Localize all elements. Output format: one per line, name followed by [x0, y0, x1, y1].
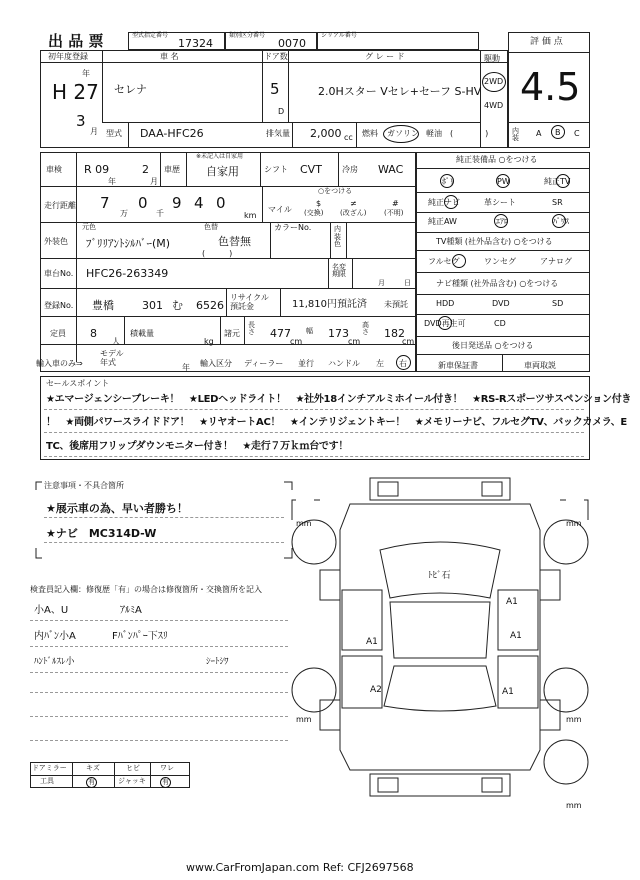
interior-color-label: 内装色	[334, 225, 341, 249]
damage-mark-5: A1	[502, 687, 514, 697]
drive-4wd: 4WD	[484, 101, 504, 110]
navi-item-2: DVD	[492, 299, 510, 308]
sales-line-1: ★エマージェンシーブレーキ！ ★LEDヘッドライト！ ★社外18インチアルミホイール付き！ ★RS-Rスポーツサスペンション付き	[46, 394, 632, 405]
grade-label: グ レ ー ド	[365, 52, 405, 61]
color-bracket: ( )	[202, 249, 233, 258]
capacity-unit: 人	[112, 337, 120, 346]
equip-std-label: 純正装備品 ○をつける	[456, 155, 538, 164]
damage-mark-2: A1	[366, 637, 378, 647]
length-label: 長さ	[248, 321, 255, 336]
reg-kana: む	[172, 299, 183, 312]
roof-note: ﾄﾋﾞ石	[428, 571, 451, 581]
usage-value: 自家用	[206, 165, 239, 178]
parallel-label: 並行	[298, 359, 314, 368]
legend-r2c4: 有	[162, 778, 169, 786]
capacity-value: 8	[90, 327, 97, 340]
interior-label: 内装	[512, 127, 519, 142]
model-year-label: モデル年式	[100, 349, 124, 367]
model-label: 型式	[106, 129, 122, 138]
model-year-unit: 年	[182, 363, 190, 372]
equip-item-3: 純正TV	[544, 177, 571, 186]
inspector-1b: ｱﾙﾐA	[120, 605, 142, 616]
equip-item-2: PW	[497, 177, 510, 186]
damage-mark-4: A2	[370, 685, 382, 695]
tv-item-1: フルセグ	[428, 257, 460, 266]
inspection-month-unit: 月	[150, 177, 158, 186]
diagram-mm-3: mm	[296, 715, 312, 724]
drive-2wd: 2WD	[484, 77, 504, 86]
inspection-year-unit: 年	[108, 177, 116, 186]
displacement-label: 排気量	[266, 129, 290, 138]
navi-item-5: CD	[494, 319, 506, 328]
later-item-2: 車両取説	[524, 361, 556, 370]
tv-item-2: ワンセグ	[484, 257, 516, 266]
grade-value: 2.0Hスター Vセレ+セーフ S-HV	[318, 85, 482, 98]
notes-label: 注意事項・不具合箇所	[44, 481, 124, 490]
notes-line-2: ★ナビ MC314D-W	[46, 527, 157, 540]
exchange-label: (交換)	[304, 209, 324, 217]
ac-label: 冷房	[342, 165, 358, 174]
first-reg-era: H 27	[52, 80, 99, 104]
width-label: 幅	[306, 327, 313, 335]
mileage-label: 走行距離	[44, 201, 76, 210]
door-suffix: D	[278, 107, 285, 116]
serial-label: シリアル番号	[321, 32, 357, 39]
dims-label: 諸元	[224, 329, 240, 338]
drive-label: 駆動	[484, 54, 500, 63]
equip-item-7: 純正AW	[428, 217, 457, 226]
recycle-label: リサイクル 預託金	[230, 293, 269, 311]
score-value: 4.5	[520, 65, 581, 109]
displacement-value: 2,000	[310, 127, 342, 140]
doors-value: 5	[270, 80, 280, 98]
width-value: 173	[328, 327, 349, 340]
fuel-light: 軽油	[426, 129, 442, 138]
inspector-2b: Fﾊﾞﾝﾊﾟｰ下ｽﾘ	[112, 631, 168, 642]
score-label: 評 価 点	[530, 37, 563, 47]
month-unit: 月	[90, 127, 98, 136]
class-value: 0070	[278, 37, 306, 50]
color-label: 外装色	[44, 237, 68, 246]
first-reg-month: 3	[76, 112, 86, 130]
mileage-digit-1: 7	[100, 194, 110, 212]
name-change-label: 名変期限	[332, 263, 346, 278]
navi-item-3: SD	[552, 299, 564, 308]
car-name-label: 車 名	[160, 52, 179, 61]
color-value: ﾌﾞﾘﾘｱﾝﾄｼﾙﾊﾞｰ(M)	[86, 237, 171, 250]
equip-item-5: 革シート	[484, 198, 516, 207]
sales-label: セールスポイント	[46, 379, 110, 388]
first-reg-label: 初年度登録	[48, 52, 88, 61]
model-value: DAA-HFC26	[140, 127, 204, 140]
equip-item-1: ﾎﾟﾘ	[442, 177, 454, 186]
tv-label: TV種類 (社外品含む) ○をつける	[436, 237, 553, 246]
usage-label: 車歴	[164, 165, 180, 174]
unknown-label: (不明)	[384, 209, 404, 217]
notes-line-1: ★展示車の為、早い者勝ち！	[46, 502, 188, 515]
chassis-value: HFC26-263349	[86, 267, 169, 280]
capacity-label: 定員	[50, 329, 66, 338]
diagram-mm-4: mm	[566, 715, 582, 724]
legend-r1c3: ヒビ	[126, 764, 140, 772]
navi-label: ナビ種類 (社外品含む) ○をつける	[436, 279, 559, 288]
car-diagram	[290, 470, 590, 810]
inspector-3b: ｼｰﾄｼﾜ	[206, 657, 229, 667]
month-label: 月	[378, 279, 385, 287]
year-unit: 年	[82, 69, 90, 78]
equip-item-4: 純正ナビ	[428, 198, 460, 207]
height-label: 高さ	[362, 321, 369, 336]
height-value: 182	[384, 327, 405, 340]
damage-mark-1: A1	[506, 597, 518, 607]
day-label: 日	[404, 279, 411, 287]
tampered-label: (改ざん)	[340, 209, 367, 217]
inspector-3a: ﾊﾝﾄﾞﾙｽﾚ小	[34, 657, 75, 667]
inspection-label: 車検	[46, 165, 62, 174]
inspector-1a: 小A、U	[34, 605, 69, 616]
mile-sym-1: $	[316, 199, 322, 208]
equip-item-9: ﾊﾟﾜｽ	[553, 217, 569, 226]
sales-line-2: ！ ★両側パワースライドドア！ ★リヤオートAC！ ★インテリジェントキー！ ★メモリーナビ、フルセグTV、バックカメラ、E	[46, 417, 627, 428]
tv-item-3: アナログ	[540, 257, 572, 266]
model-cert-label: 型式指定番号	[132, 32, 169, 39]
fuel-gas: ガソリン	[387, 129, 419, 138]
legend-r2c2: 有	[88, 778, 95, 786]
circle-note: ○をつける	[318, 187, 353, 195]
reg-area: 豊橋	[92, 299, 114, 312]
car-name: セレナ	[114, 83, 147, 96]
mile-sym-3: #	[392, 199, 399, 208]
handle-label: ハンドル	[328, 359, 360, 368]
sales-line-3: TC、後席用フリップダウンモニター付き！ ★走行７万ｋｍ台です！	[46, 441, 349, 452]
ac-value: WAC	[378, 163, 404, 176]
fuel-bracket: ( )	[450, 129, 489, 138]
recycle-unpaid: 未預託	[384, 300, 408, 309]
orig-color-label: 元色	[82, 223, 96, 231]
color-change: 色替無	[218, 235, 251, 248]
fuel-label: 燃料	[362, 129, 378, 138]
navi-item-1: HDD	[436, 299, 455, 308]
doc-title: 出 品 票	[48, 32, 104, 50]
load-label: 積載量	[130, 329, 154, 338]
dealer-label: ディーラー	[244, 359, 284, 368]
shift-value: CVT	[300, 163, 322, 176]
footer-ref: www.CarFromJapan.com Ref: CFJ2697568	[186, 861, 414, 874]
legend-r2c1: 工具	[40, 777, 54, 785]
height-cm: cm	[402, 337, 415, 346]
color-no-label: カラーNo.	[274, 223, 312, 232]
equip-item-6: SR	[552, 198, 563, 207]
reg-label: 登録No.	[44, 301, 74, 310]
length-cm: cm	[290, 337, 303, 346]
notes-bracket	[34, 480, 294, 560]
man-unit: 万	[120, 209, 128, 218]
legend-r1c2: キズ	[86, 764, 100, 772]
legend-r1c1: ドアミラー	[32, 764, 67, 772]
equip-item-8: ｴｱﾛ	[496, 217, 508, 226]
mileage-digit-5: 0	[216, 194, 226, 212]
interior-a: A	[536, 129, 542, 138]
color-change-label: 色替	[204, 223, 218, 231]
right-label: 右	[399, 359, 407, 368]
navi-item-4: DVD再生可	[424, 319, 466, 328]
diagram-mm-5: mm	[566, 801, 582, 810]
mileage-digit-2: 0	[138, 194, 148, 212]
diagram-mm-2: mm	[566, 519, 582, 528]
shift-label: シフト	[264, 165, 288, 174]
mile-sym-2: ≠	[350, 199, 357, 208]
mileage-digit-3: 9	[172, 194, 182, 212]
inspector-2a: 内ﾊﾞﾝ小A	[34, 631, 76, 642]
model-cert-value: 17324	[178, 37, 213, 50]
chassis-label: 車台No.	[44, 269, 74, 278]
inspector-label: 検査員記入欄：修復歴「有」の場合は修復箇所・交換箇所を記入	[30, 585, 262, 594]
reg-class: 301	[142, 299, 163, 312]
cc-unit: cc	[344, 133, 353, 142]
later-label: 後日発送品 ○をつける	[452, 341, 534, 350]
damage-mark-3: A1	[510, 631, 522, 641]
length-value: 477	[270, 327, 291, 340]
diagram-mm-1: mm	[296, 519, 312, 528]
import-label: 輸入車のみ⇒	[36, 359, 83, 368]
later-item-1: 新車保証書	[438, 361, 478, 370]
legend-r2c3: ジャッキ	[118, 777, 146, 785]
inspection-month: 2	[142, 163, 149, 176]
sen-unit: 千	[156, 209, 164, 218]
recycle-amount: 11,810円預託済	[292, 299, 367, 310]
import-type-label: 輸入区分	[200, 359, 232, 368]
legend-r1c4: ワレ	[160, 764, 174, 772]
doors-label: ドア数	[264, 52, 288, 61]
reg-num: 6526	[196, 299, 224, 312]
width-cm: cm	[348, 337, 361, 346]
usage-note: ※未記入は自家用	[196, 153, 244, 160]
mile-label: マイル	[268, 205, 292, 214]
inspection-era: R 09	[84, 163, 110, 176]
km-unit: km	[244, 211, 257, 220]
mileage-digit-4: 4	[194, 194, 204, 212]
left-label: 左	[376, 359, 384, 368]
load-unit: kg	[204, 337, 214, 346]
class-label: 類別区分番号	[229, 32, 266, 39]
interior-c: C	[574, 129, 580, 138]
interior-b: B	[555, 128, 561, 137]
